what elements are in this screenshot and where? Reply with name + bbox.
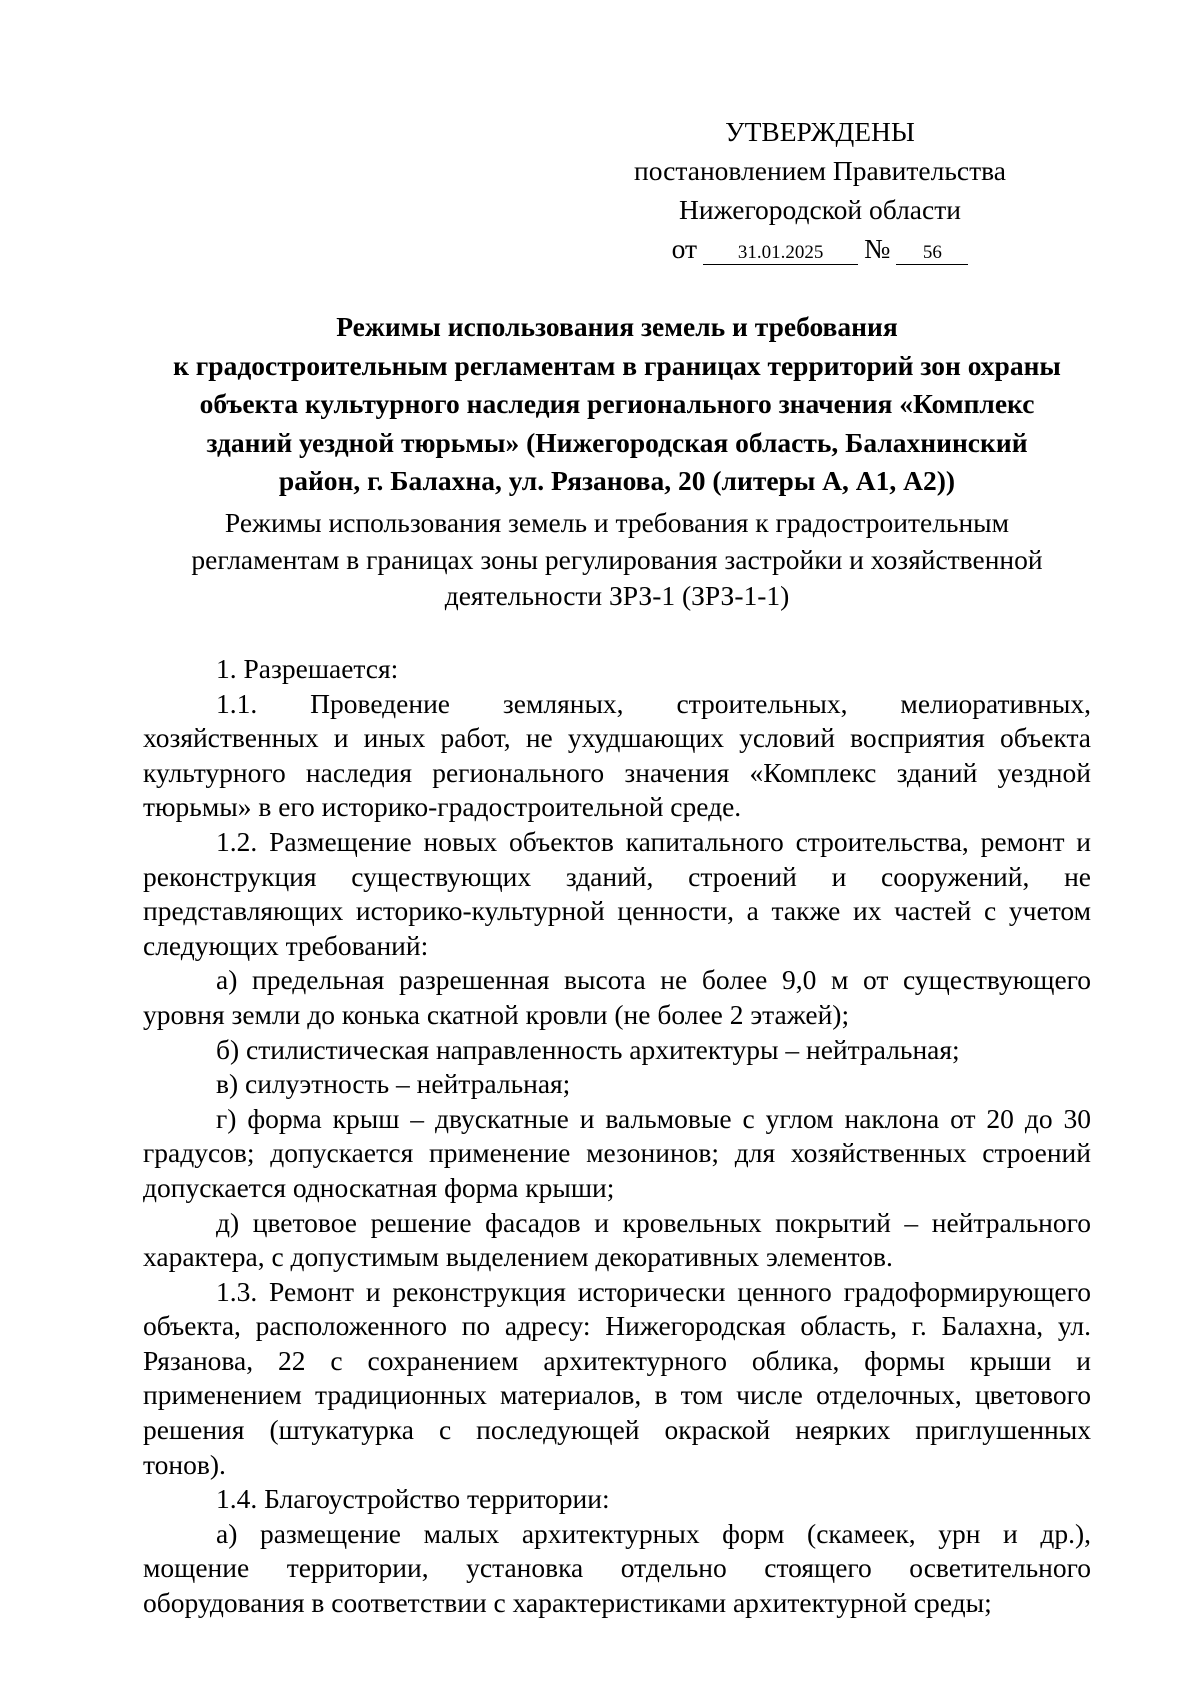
clause-1-4-heading: 1.4. Благоустройство территории:: [216, 1483, 610, 1515]
clause-1-2-a-line: уровня земли до конька скатной кровли (не более 2 этажей);: [143, 998, 850, 1030]
approval-heading: УТВЕРЖДЕНЫ: [725, 116, 915, 147]
title-line: зданий уездной тюрьмы» (Нижегородская область, Балахнинский: [206, 426, 1028, 458]
document-body: [143, 652, 1091, 1621]
clause-1-2-d-line: характера, с допустимым выделением декоративных элементов.: [143, 1241, 893, 1273]
title-line: к градостроительным регламентам в границах территорий зон охраны: [173, 349, 1061, 381]
subtitle-line: регламентам в границах зоны регулирования застройки и хозяйственной: [191, 543, 1043, 575]
clause-1-2-a-line: а) предельная разрешенная высота не более 9,0 м от существующего: [216, 964, 1091, 996]
approval-line-2: Нижегородской области: [679, 194, 961, 225]
clause-1-2-line: реконструкция существующих зданий, строений и сооружений, не: [143, 860, 1091, 892]
clause-1-3-line: объекта, расположенного по адресу: Нижегородская область, г. Балахна, ул.: [143, 1310, 1091, 1342]
clause-1-3-line: применением традиционных материалов, в том числе отделочных, цветового: [143, 1379, 1091, 1411]
clause-1-1-line: хозяйственных и иных работ, не ухудшающих условий восприятия объекта: [143, 722, 1091, 754]
clause-1-3-line: тонов).: [143, 1448, 226, 1480]
clause-1-2-g-line: градусов; допускается применение мезонинов; для хозяйственных строений: [143, 1137, 1091, 1169]
clause-1-2-line: 1.2. Размещение новых объектов капитального строительства, ремонт и: [216, 825, 1091, 857]
subtitle-line: деятельности ЗРЗ-1 (ЗРЗ-1-1): [444, 580, 790, 611]
clause-1-2-b-line: б) стилистическая направленность архитектуры – нейтральная;: [216, 1033, 960, 1065]
clause-1-2-v-line: в) силуэтность – нейтральная;: [216, 1068, 571, 1100]
approval-date-line: [600, 229, 1040, 268]
clause-1-4-a-line: а) размещение малых архитектурных форм (скамеек, урн и др.),: [216, 1517, 1091, 1549]
subtitle-line: Режимы использования земель и требования к градостроительным: [224, 507, 1010, 538]
clause-1-3-line: Рязанова, 22 с сохранением архитектурного облика, формы крыши и: [143, 1344, 1091, 1376]
clause-1-2-d-line: д) цветовое решение фасадов и кровельных покрытий – нейтрального: [216, 1206, 1091, 1238]
clause-1-4-a-line: оборудования в соответствии с характеристиками архитектурной среды;: [143, 1587, 992, 1619]
clause-1-1-line: культурного наследия регионального значения «Комплекс зданий уездной: [143, 756, 1091, 788]
approval-number: 56: [896, 242, 968, 265]
clause-1-3-line: решения (штукатурка с последующей окраской неярких приглушенных: [143, 1414, 1091, 1446]
clause-1-heading: 1. Разрешается:: [216, 653, 399, 684]
clause-1-2-g-line: допускается односкатная форма крыши;: [143, 1171, 615, 1203]
from-label: от: [671, 233, 698, 264]
title-line: объекта культурного наследия регионального значения «Комплекс: [199, 388, 1035, 419]
clause-1-4-a-line: мощение территории, установка отдельно стоящего осветительного: [143, 1552, 1091, 1584]
approval-line-1: постановлением Правительства: [634, 155, 1006, 186]
title-line: район, г. Балахна, ул. Рязанова, 20 (литеры А, А1, А2)): [278, 465, 956, 496]
approval-date: 31.01.2025: [703, 242, 858, 265]
clause-1-2-g-line: г) форма крыш – двускатные и вальмовые с углом наклона от 20 до 30: [216, 1102, 1091, 1134]
approval-stamp: [600, 112, 1040, 268]
clause-1-1-line: тюрьмы» в его историко-градостроительной среде.: [143, 791, 742, 823]
number-label: №: [864, 233, 891, 264]
clause-1-2-line: следующих требований:: [143, 929, 429, 961]
clause-1-3-line: 1.3. Ремонт и реконструкция исторически ценного градоформирующего: [216, 1275, 1091, 1307]
section-subtitle: [140, 505, 1094, 615]
clause-1-2-line: представляющих историко-культурной ценности, а также их частей с учетом: [143, 895, 1091, 927]
title-line: Режимы использования земель и требования: [336, 311, 898, 342]
document-title: [140, 308, 1094, 501]
clause-1-1-line: 1.1. Проведение земляных, строительных, мелиоративных,: [216, 687, 1091, 719]
